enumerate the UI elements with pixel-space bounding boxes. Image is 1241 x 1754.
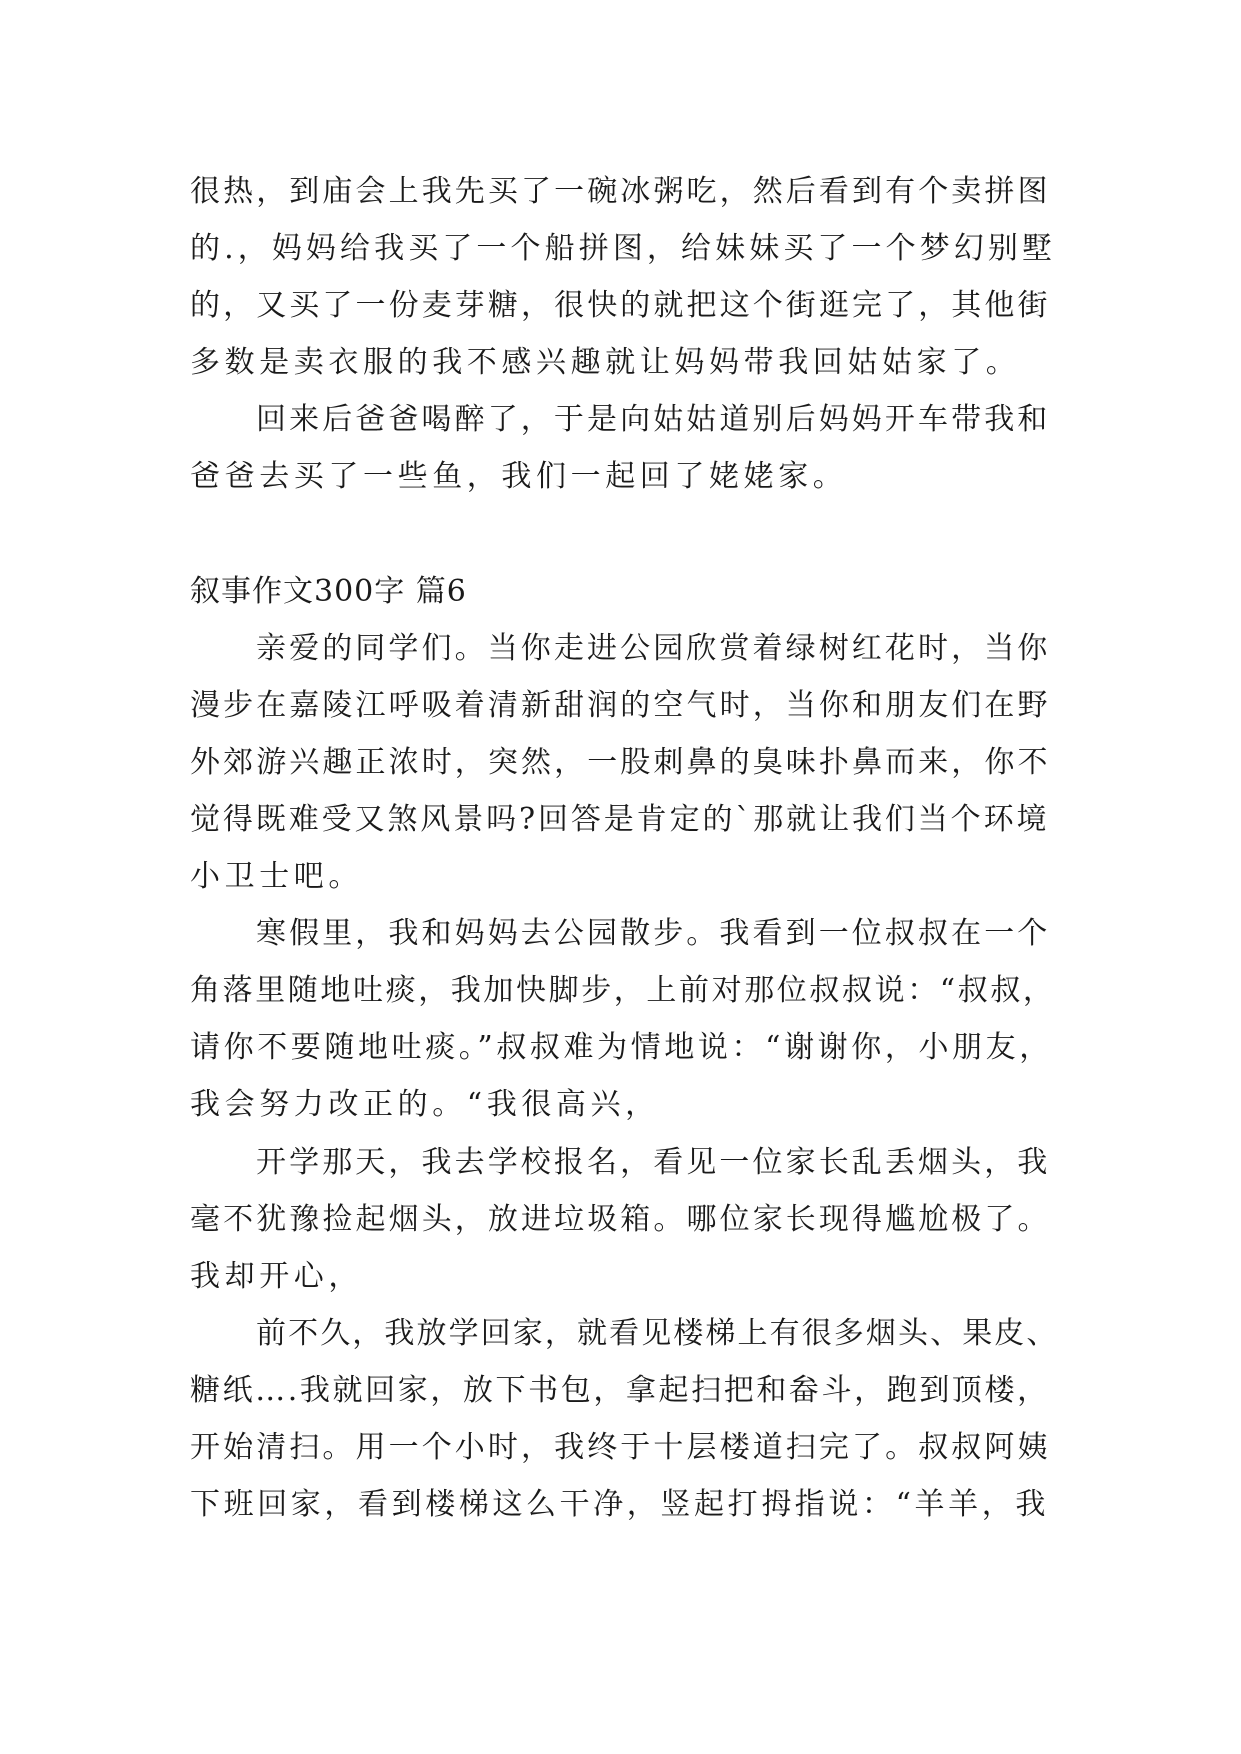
text-line: 毫不犹豫捡起烟头，放进垃圾箱。哪位家长现得尴尬极了。 (190, 1202, 1051, 1237)
text-line: 回来后爸爸喝醉了，于是向姑姑道别后妈妈开车带我和 (256, 402, 1051, 437)
text-line: 开始清扫。用一个小时，我终于十层楼道扫完了。叔叔阿姨 (190, 1430, 1051, 1465)
text-line: 的，又买了一份麦芽糖，很快的就把这个街逛完了，其他街 (190, 288, 1051, 323)
text-line: 角落里随地吐痰，我加快脚步，上前对那位叔叔说：“叔叔， (190, 973, 1056, 1008)
text-line: 我会努力改正的。“我很高兴， (190, 1087, 660, 1122)
text-line: 小卫士吧。 (190, 859, 363, 894)
text-line: 觉得既难受又煞风景吗?回答是肯定的`那就让我们当个环境 (190, 802, 1050, 837)
text-line: 漫步在嘉陵江呼吸着清新甜润的空气时，当你和朋友们在野 (190, 688, 1051, 723)
section-heading: 叙事作文300字 篇6 (190, 574, 467, 609)
text-line: 我却开心， (190, 1259, 363, 1294)
text-line: 很热，到庙会上我先买了一碗冰粥吃，然后看到有个卖拼图 (190, 174, 1051, 209)
text-line: 外郊游兴趣正浓时，突然，一股刺鼻的臭味扑鼻而来，你不 (190, 745, 1051, 780)
text-line: 下班回家，看到楼梯这么干净，竖起打拇指说：“羊羊，我 (190, 1487, 1049, 1522)
text-line: 多数是卖衣服的我不感兴趣就让妈妈带我回姑姑家了。 (190, 345, 1021, 380)
text-line: 爸爸去买了一些鱼，我们一起回了姥姥家。 (190, 459, 848, 494)
text-line: 寒假里，我和妈妈去公园散步。我看到一位叔叔在一个 (256, 916, 1051, 951)
text-line: 开学那天，我去学校报名，看见一位家长乱丢烟头，我 (256, 1145, 1051, 1180)
text-line: 前不久，我放学回家，就看见楼梯上有很多烟头、果皮、 (256, 1316, 1059, 1351)
text-line: 请你不要随地吐痰。”叔叔难为情地说：“谢谢你，小朋友， (190, 1030, 1053, 1065)
text-line: 糖纸….我就回家，放下书包，拿起扫把和畚斗，跑到顶楼， (190, 1373, 1050, 1408)
text-line: 亲爱的同学们。当你走进公园欣赏着绿树红花时，当你 (256, 631, 1051, 666)
text-line: 的.，妈妈给我买了一个船拼图，给妹妹买了一个梦幻别墅 (190, 231, 1057, 266)
